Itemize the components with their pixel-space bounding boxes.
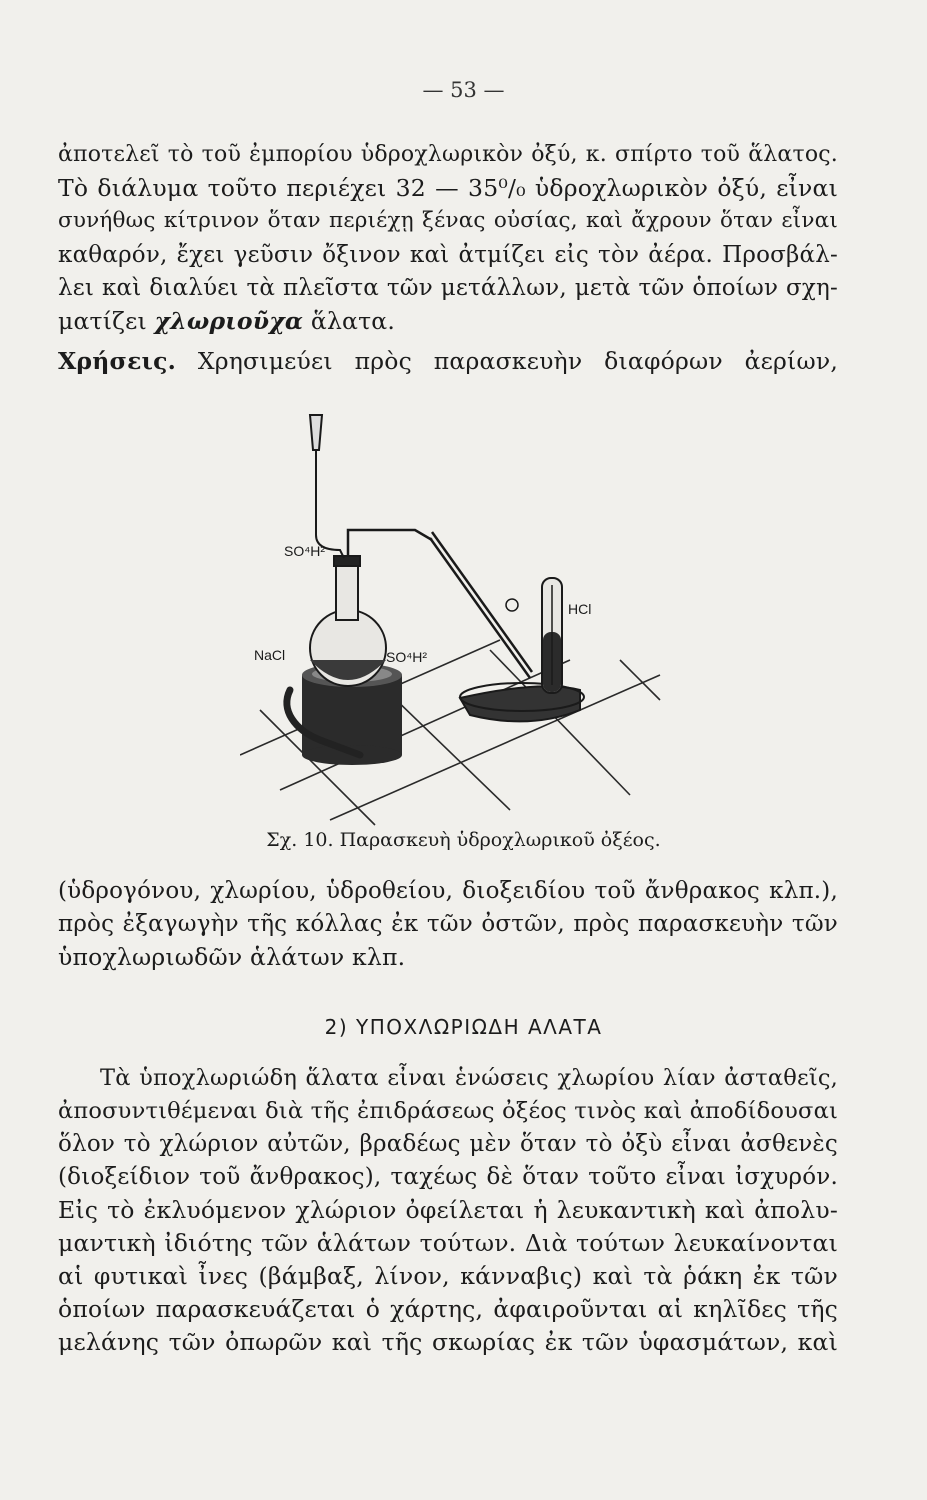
text-line: ὅλον τὸ χλώριον αὐτῶν, βραδέως μὲν ὅταν τὸ ὀξὺ εἶναι ἀσθενὲς [58, 1131, 838, 1157]
text-line: πρὸς ἐξαγωγὴν τῆς κόλλας ἐκ τῶν ὀστῶν, πρὸς παρασκευὴν τῶν [58, 911, 838, 937]
text-line: ἀποτελεῖ τὸ τοῦ ἐμπορίου ὑδροχλωρικὸν ὀξύ, κ. σπίρτο τοῦ ἅλατος. [58, 142, 838, 167]
text-line: μαντικὴ ἰδιότης τῶν ἁλάτων τούτων. Διὰ τούτων λευκαίνονται [58, 1229, 838, 1257]
apparatus-illustration [240, 410, 840, 830]
text-line: μελάνης τῶν ὀπωρῶν καὶ τῆς σκωρίας ἐκ τῶν ὑφασμάτων, καὶ [58, 1328, 838, 1356]
round-flask [310, 556, 386, 686]
text-line: ὁποίων παρασκευάζεται ὁ χάρτης, ἀφαιροῦνται αἱ κηλῖδες τῆς [58, 1295, 838, 1323]
apparatus-figure [240, 410, 840, 830]
pneumatic-trough [460, 683, 584, 721]
text-run: ματίζει [58, 307, 155, 335]
emphasis-chlorides: χλωριοῦχα [154, 307, 304, 335]
text-line: λει καὶ διαλύει τὰ πλεῖστα τῶν μετάλλων, μετὰ τῶν ὁποίων σχη- [58, 275, 838, 301]
text-line: συνήθως κίτρινον ὅταν περιέχῃ ξένας οὐσίας, καὶ ἄχρουν ὅταν εἶναι [58, 208, 838, 233]
text-line [58, 306, 838, 336]
text-line: ἀποσυντιθέμεναι διὰ τῆς ἐπιδράσεως ὀξέος τινὸς καὶ ἀποδίδουσαι [58, 1098, 838, 1124]
text-line: αἱ φυτικαὶ ἶνες (βάμβαξ, λίνον, κάνναβις) καὶ τὰ ῥάκη ἐκ τῶν [58, 1262, 838, 1290]
label-sodium-chloride: NaCl [254, 647, 286, 663]
text-line: Εἰς τὸ ἐκλυόμενον χλώριον ὀφείλεται ἡ λευκαντικὴ καὶ ἀπολυ- [58, 1196, 838, 1224]
page-number: — 53 — [422, 78, 505, 102]
text-line: καθαρόν, ἔχει γεῦσιν ὄξινον καὶ ἀτμίζει εἰς τὸν ἀέρα. Προσβάλ- [58, 242, 838, 268]
text-line: Τὰ ὑποχλωριώδη ἅλατα εἶναι ἑνώσεις χλωρίου λίαν ἀσταθεῖς, [100, 1065, 838, 1091]
section-heading: 2) ΥΠΟΧΛΩΡΙΩΔΗ ΑΛΑΤΑ [324, 1015, 603, 1039]
test-tube [542, 578, 562, 693]
text-line: (διοξείδιον τοῦ ἄνθρακος), ταχέως δὲ ὅταν τοῦτο εἶναι ἰσχυρόν. [58, 1164, 838, 1190]
uses-text: Χρησιμεύει πρὸς παρασκευὴν διαφόρων ἀερίων, [176, 347, 838, 375]
text-run: ἅλατα. [303, 307, 396, 335]
text-line: Τὸ διάλυμα τοῦτο περιέχει 32 — 35⁰/₀ ὑδροχλωρικὸν ὀξύ, εἶναι [58, 174, 838, 202]
label-sulfuric-acid-funnel: SO⁴H² [284, 543, 326, 559]
uses-heading: Χρήσεις. [58, 347, 177, 375]
figure-caption: Σχ. 10. Παρασκευὴ ὑδροχλωρικοῦ ὀξέος. [266, 829, 661, 851]
text-line: (ὑδρογόνου, χλωρίου, ὑδροθείου, διοξειδίου τοῦ ἄνθρακος κλπ.), [58, 878, 838, 904]
thistle-funnel [310, 415, 344, 558]
gas-bubble [506, 599, 518, 611]
uses-line [58, 346, 838, 376]
text-line: ὑποχλωριωδῶν ἁλάτων κλπ. [58, 943, 406, 971]
label-hcl: HCl [568, 601, 592, 617]
label-sulfuric-acid-flask: SO⁴H² [386, 649, 428, 665]
